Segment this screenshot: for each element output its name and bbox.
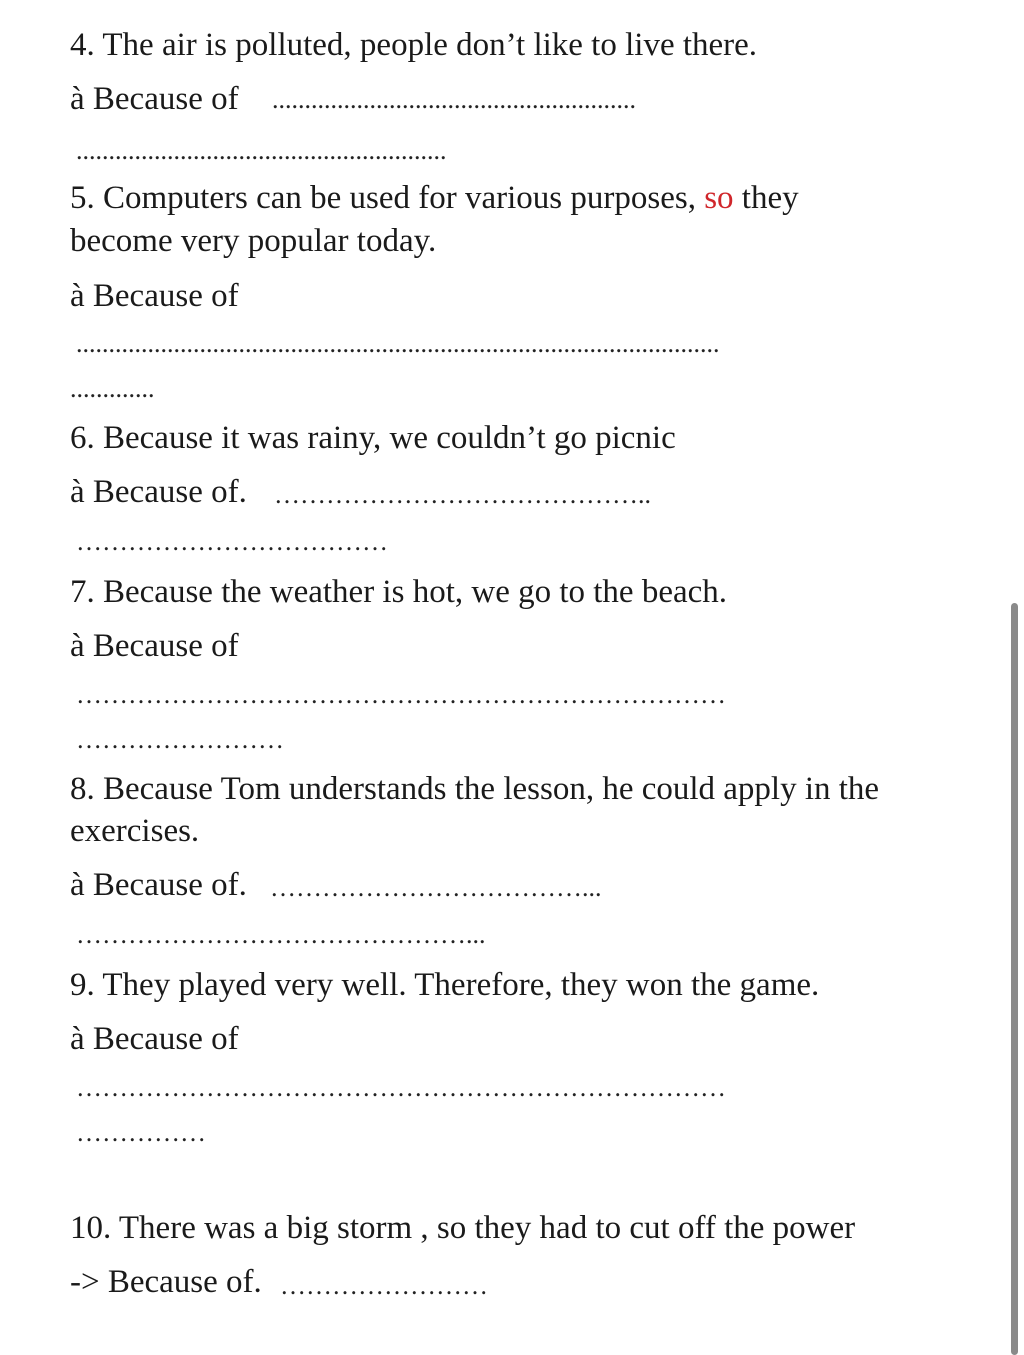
question-5 <box>70 178 799 218</box>
question-8: 8. Because Tom understands the lesson, he could apply in the <box>70 771 880 807</box>
prompt-7: à Because of <box>70 628 239 664</box>
answer-line-8b: ………………………………………... <box>76 920 486 949</box>
prompt-9: à Because of <box>70 1021 239 1057</box>
answer-line-5a: ................................................................................................... <box>76 329 720 358</box>
prompt-10: -> Because of. <box>70 1264 262 1300</box>
answer-line-10a: …………………… <box>280 1271 488 1300</box>
answer-line-5b: ............. <box>70 374 155 403</box>
question-9: 9. They played very well. Therefore, they won the game. <box>70 967 820 1003</box>
prompt-5: à Because of <box>70 278 239 314</box>
question-6: 6. Because it was rainy, we couldn’t go picnic <box>70 420 676 456</box>
question-5-text-b: they <box>733 180 799 216</box>
question-7: 7. Because the weather is hot, we go to the beach. <box>70 574 728 610</box>
answer-line-4a: ........................................................ <box>272 85 636 114</box>
prompt-6: à Because of. <box>70 474 247 510</box>
question-5-highlight: so <box>704 180 734 216</box>
answer-line-6b: ……………………………… <box>76 527 388 556</box>
question-8-line-2: exercises. <box>70 813 200 849</box>
question-4: 4. The air is polluted, people don’t like to live there. <box>70 27 758 63</box>
prompt-4: à Because of <box>70 81 239 117</box>
prompt-8: à Because of. <box>70 867 247 903</box>
answer-line-9a: ………………………………………………………………… <box>76 1073 726 1102</box>
answer-line-9b: …………… <box>76 1118 206 1147</box>
question-5-line-2: become very popular today. <box>70 223 437 259</box>
answer-line-7a: ………………………………………………………………… <box>76 680 726 709</box>
question-10: 10. There was a big storm , so they had to cut off the power <box>70 1210 856 1246</box>
answer-line-4b: ......................................................... <box>76 136 447 165</box>
answer-line-6a: …………………………………….. <box>274 480 651 509</box>
answer-line-7b: …………………… <box>76 725 284 754</box>
scrollbar[interactable] <box>1011 603 1018 1355</box>
question-5-text-a: 5. Computers can be used for various purposes, <box>70 180 705 216</box>
answer-line-8a: ………………………………... <box>270 873 602 902</box>
